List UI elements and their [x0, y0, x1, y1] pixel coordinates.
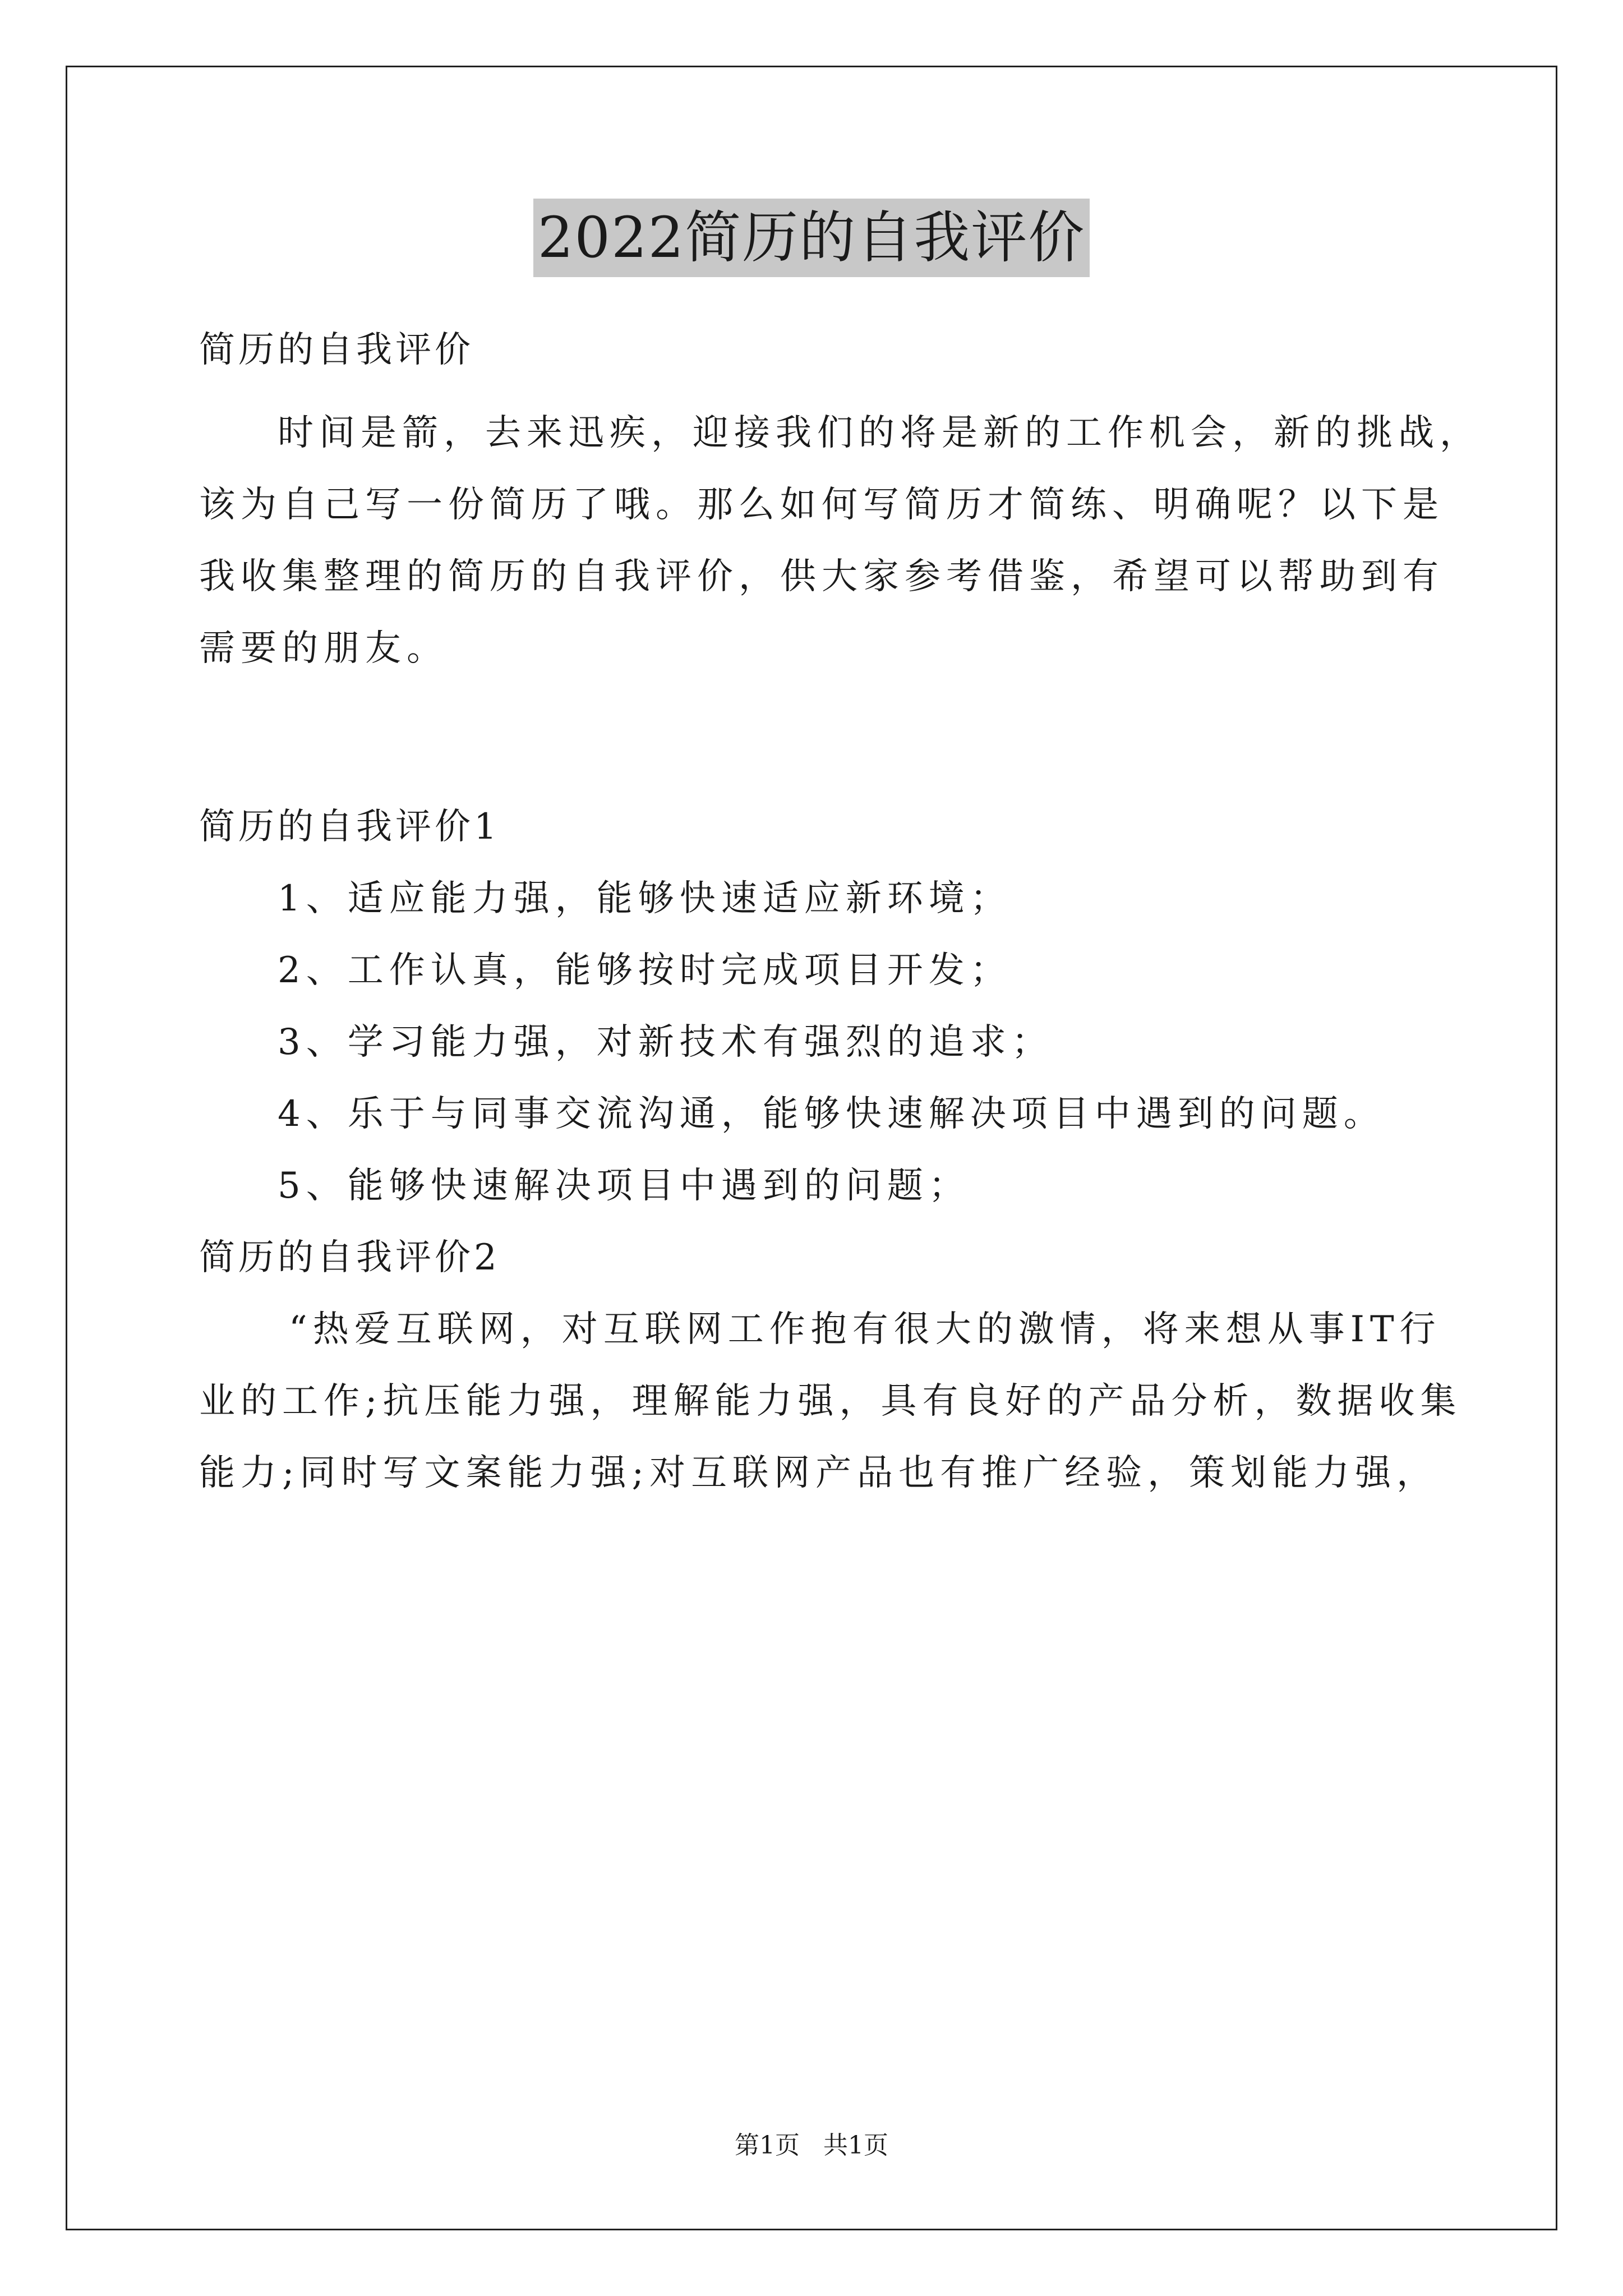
title-container — [0, 199, 1623, 277]
document-title: 2022简历的自我评价 — [533, 199, 1090, 277]
section2-line-3: 能力;同时写文案能力强;对互联网产品也有推广经验，策划能力强， — [199, 1452, 1438, 1494]
page-number: 第1页 — [735, 2131, 800, 2160]
page-footer — [0, 2129, 1623, 2162]
section1-item-2: 2、工作认真，能够按时完成项目开发； — [278, 950, 1012, 991]
section2-line-1: “热爱互联网，对互联网工作抱有很大的激情，将来想从事IT行 — [289, 1309, 1441, 1350]
total-pages: 共1页 — [823, 2131, 888, 2160]
intro-heading: 简历的自我评价 — [199, 329, 474, 371]
section1-item-4: 4、乐于与同事交流沟通，能够快速解决项目中遇到的问题。 — [278, 1093, 1385, 1135]
intro-line-4: 需要的朋友。 — [199, 628, 448, 669]
section1-item-1: 1、适应能力强，能够快速适应新环境； — [278, 878, 1012, 919]
section2-heading: 简历的自我评价2 — [199, 1237, 500, 1278]
section1-item-5: 5、能够快速解决项目中遇到的问题； — [278, 1165, 970, 1207]
section2-line-2: 业的工作;抗压能力强，理解能力强，具有良好的产品分析，数据收集 — [199, 1381, 1462, 1422]
intro-line-2: 该为自己写一份简历了哦。那么如何写简历才简练、明确呢？以下是 — [199, 484, 1444, 526]
intro-line-1: 时间是箭，去来迅疾，迎接我们的将是新的工作机会，新的挑战， — [278, 412, 1481, 454]
intro-line-3: 我收集整理的简历的自我评价，供大家参考借鉴，希望可以帮助到有 — [199, 556, 1444, 597]
section1-item-3: 3、学习能力强，对新技术有强烈的追求； — [278, 1022, 1053, 1063]
section1-heading: 简历的自我评价1 — [199, 806, 500, 848]
document-body — [199, 314, 1481, 1509]
